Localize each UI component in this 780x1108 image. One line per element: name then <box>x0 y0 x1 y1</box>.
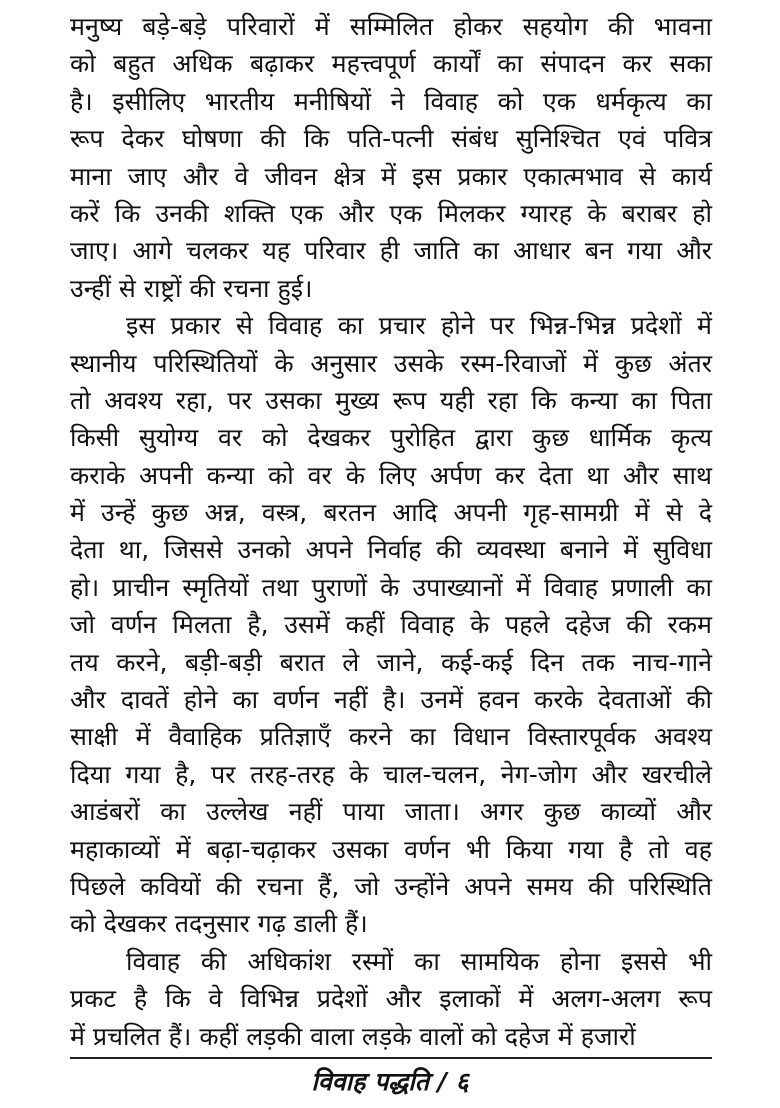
text-line: किसी सुयोग्य वर को देखकर पुरोहित द्वारा कुछ धार्मिक कृत्य <box>70 423 712 453</box>
text-line: जो वर्णन मिलता है, उसमें कहीं विवाह के पहले दहेज की रकम <box>70 610 712 640</box>
text-line: और दावतें होने का वर्णन नहीं है। उनमें हवन करके देवताओं की <box>70 685 712 715</box>
text-line: कराके अपनी कन्या को वर के लिए अर्पण कर देता था और साथ <box>70 460 712 490</box>
text-line: पिछले कवियों की रचना हैं, जो उन्होंने अपने समय की परिस्थिति <box>70 871 712 901</box>
footer-divider <box>70 1057 712 1059</box>
text-line: में प्रचलित हैं। कहीं लड़की वाला लड़के वालों को दहेज में हजारों <box>70 1021 636 1051</box>
text-line: है। इसीलिए भारतीय मनीषियों ने विवाह को एक धर्मकृत्य का <box>70 86 712 116</box>
text-line: जाए। आगे चलकर यह परिवार ही जाति का आधार बन गया और <box>70 236 712 266</box>
paragraph <box>70 8 712 307</box>
text-line: को बहुत अधिक बढ़ाकर महत्त्वपूर्ण कार्यों का संपादन कर सका <box>70 49 712 79</box>
paragraph <box>70 943 712 1055</box>
text-line: तय करने, बड़ी-बड़ी बरात ले जाने, कई-कई दिन तक नाच-गाने <box>70 647 712 677</box>
text-line: प्रकट है कि वे विभिन्न प्रदेशों और इलाकों में अलग-अलग रूप <box>70 984 712 1014</box>
text-line: माना जाए और वे जीवन क्षेत्र में इस प्रकार एकात्मभाव से कार्य <box>70 161 712 191</box>
paragraph <box>70 307 712 943</box>
text-line: विवाह की अधिकांश रस्मों का सामयिक होना इससे भी <box>126 946 712 976</box>
text-line: इस प्रकार से विवाह का प्रचार होने पर भिन्न-भिन्न प्रदेशों में <box>126 311 712 341</box>
text-line: मनुष्य बड़े-बड़े परिवारों में सम्मिलित होकर सहयोग की भावना <box>70 12 712 41</box>
text-line: साक्षी में वैवाहिक प्रतिज्ञाएँ करने का विधान विस्तारपूर्वक अवश्य <box>70 722 712 752</box>
text-line: उन्हीं से राष्ट्रों की रचना हुई। <box>70 273 313 303</box>
text-line: महाकाव्यों में बढ़ा-चढ़ाकर उसका वर्णन भी किया गया है तो वह <box>70 834 712 864</box>
page-footer: विवाह पद्धति / ६ <box>311 1067 469 1096</box>
text-line: दिया गया है, पर तरह-तरह के चाल-चलन, नेग-जोग और खरचीले <box>70 759 712 789</box>
text-line: करें कि उनकी शक्ति एक और एक मिलकर ग्यारह के बराबर हो <box>70 198 712 228</box>
text-line: को देखकर तदनुसार गढ़ डाली हैं। <box>70 909 368 939</box>
body-text <box>70 8 712 1055</box>
text-line: हो। प्राचीन स्मृतियों तथा पुराणों के उपाख्यानों में विवाह प्रणाली का <box>70 572 712 602</box>
text-line: देता था, जिससे उनको अपने निर्वाह की व्यवस्था बनाने में सुविधा <box>70 535 712 565</box>
text-line: रूप देकर घोषणा की कि पति-पत्नी संबंध सुनिश्चित एवं पवित्र <box>70 124 712 154</box>
text-line: तो अवश्य रहा, पर उसका मुख्य रूप यही रहा कि कन्या का पिता <box>70 385 712 415</box>
text-line: स्थानीय परिस्थितियों के अनुसार उसके रस्म-रिवाजों में कुछ अंतर <box>70 348 712 378</box>
text-line: आडंबरों का उल्लेख नहीं पाया जाता। अगर कुछ काव्यों और <box>70 797 712 827</box>
text-line: में उन्हें कुछ अन्न, वस्त्र, बरतन आदि अपनी गृह-सामग्री में से दे <box>70 498 712 528</box>
